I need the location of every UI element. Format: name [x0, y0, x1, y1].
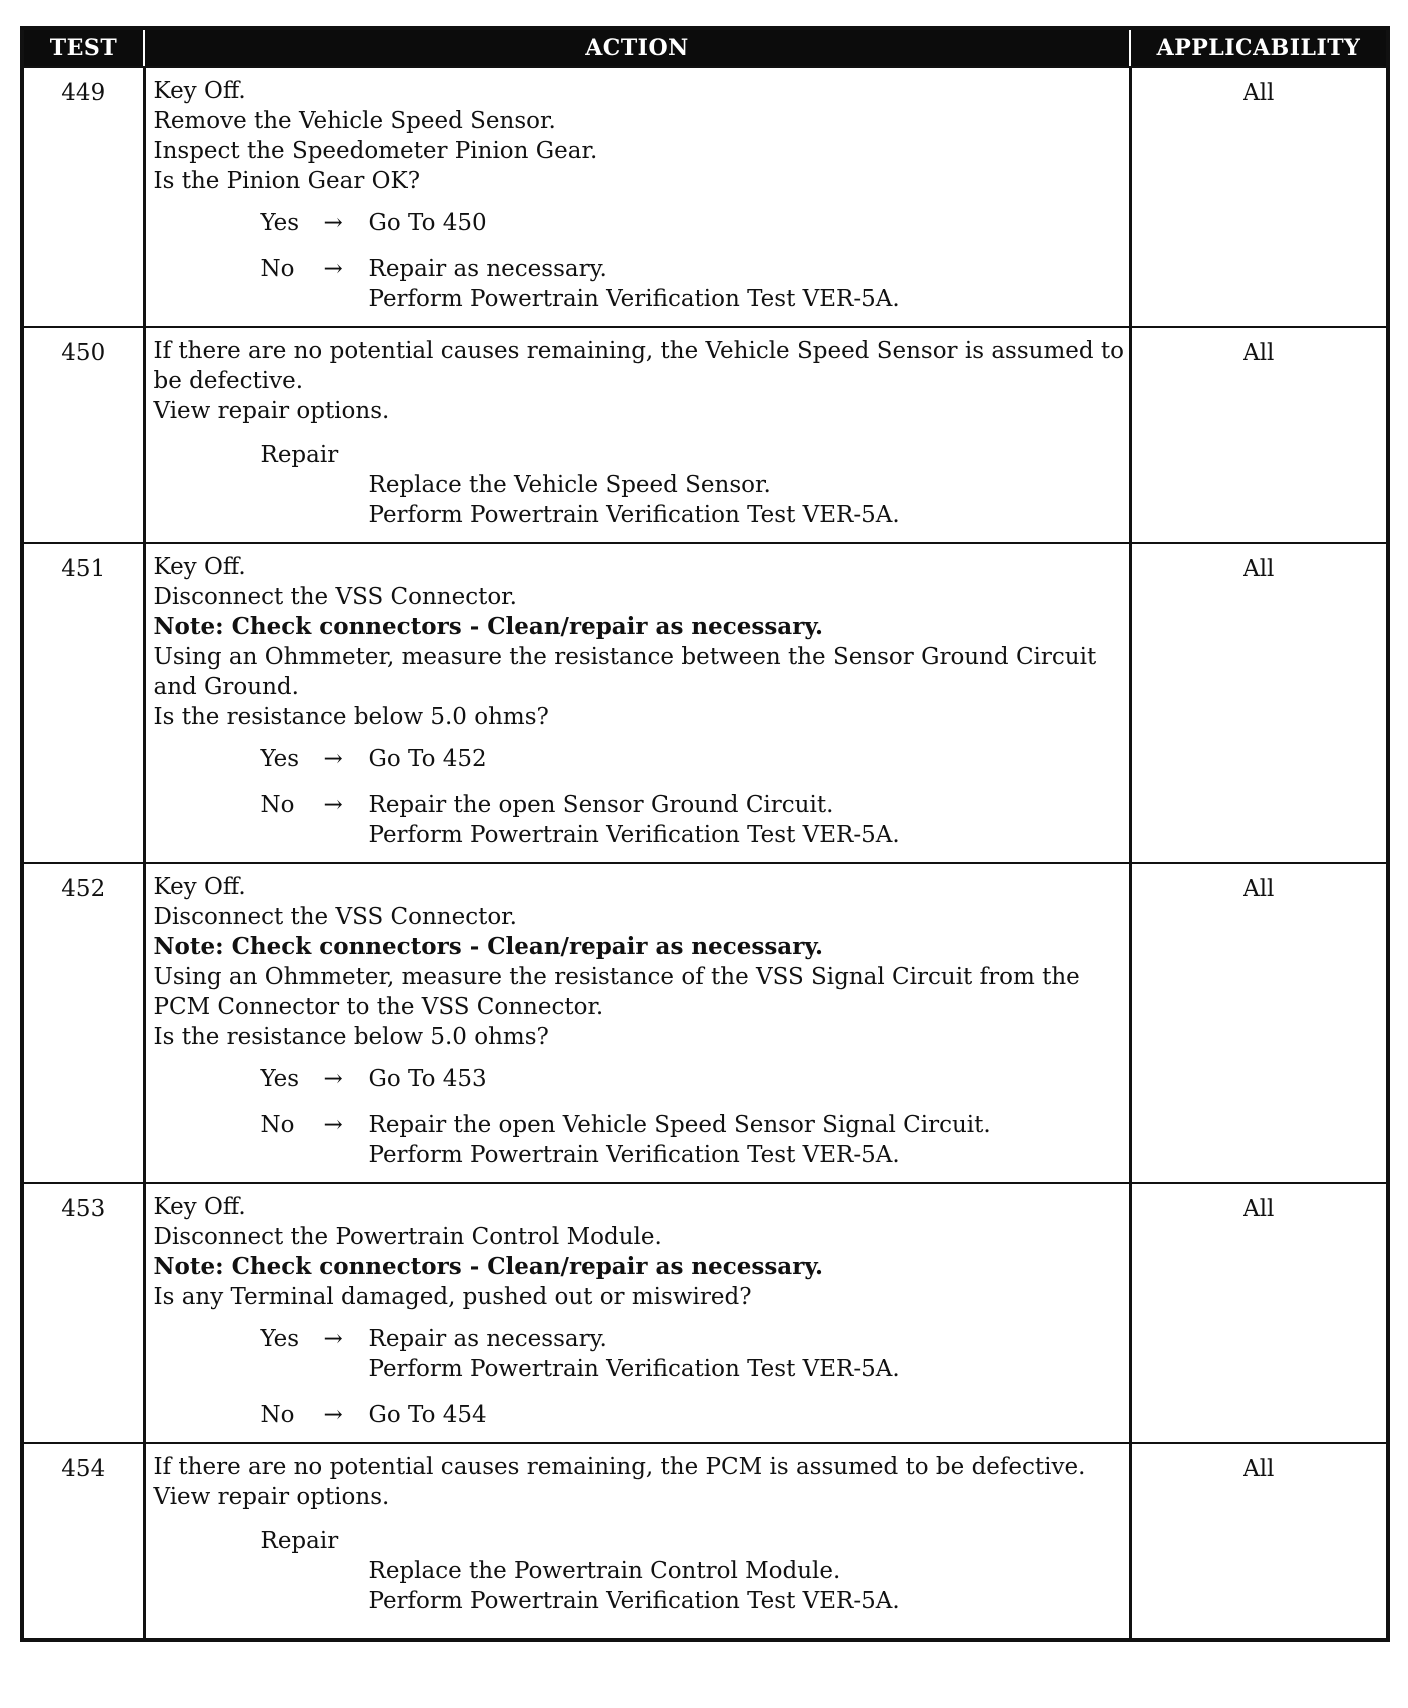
outcome-no — [154, 254, 1125, 314]
table-row — [22, 1183, 1388, 1443]
outcome-list — [154, 744, 1125, 850]
action-step: Key Off. — [153, 1194, 246, 1220]
table-row — [22, 1443, 1388, 1640]
action-cell — [144, 327, 1130, 543]
outcome-no — [154, 1110, 1125, 1170]
action-step: Using an Ohmmeter, measure the resistance of the VSS Signal Circuit from the PCM Connector to the VSS Connector. — [153, 964, 1080, 1020]
outcome-answer: No — [260, 1112, 295, 1138]
outcome-answer: Yes — [260, 210, 300, 236]
repair-step: Perform Powertrain Verification Test VER-5A. — [368, 1588, 900, 1614]
right-arrow-icon: → — [323, 210, 343, 236]
table-row — [22, 543, 1388, 863]
action-step: Key Off. — [153, 554, 246, 580]
outcome-result-line: Perform Powertrain Verification Test VER-5A. — [368, 1142, 900, 1168]
outcome-result-line: Perform Powertrain Verification Test VER-5A. — [368, 1356, 900, 1382]
repair-step: Replace the Vehicle Speed Sensor. — [368, 472, 771, 498]
test-number: 449 — [22, 67, 144, 327]
outcome-result — [369, 790, 1125, 850]
action-step: View repair options. — [153, 1484, 390, 1510]
action-step: View repair options. — [153, 398, 390, 424]
applicability-value: All — [1130, 543, 1388, 863]
outcome-result — [369, 1064, 1125, 1094]
outcome-list — [154, 1324, 1125, 1430]
table-row — [22, 327, 1388, 543]
outcome-no — [154, 1400, 1125, 1430]
outcome-list — [154, 1064, 1125, 1170]
outcome-yes — [154, 1064, 1125, 1094]
action-step: Remove the Vehicle Speed Sensor. — [153, 108, 556, 134]
header-action: ACTION — [144, 28, 1130, 67]
outcome-result-line: Go To 450 — [368, 210, 487, 236]
outcome-answer: No — [260, 256, 295, 282]
action-step: Is the Pinion Gear OK? — [153, 168, 421, 194]
action-cell — [144, 67, 1130, 327]
outcome-result-line: Go To 454 — [368, 1402, 487, 1428]
right-arrow-icon: → — [323, 792, 343, 818]
outcome-result — [369, 208, 1125, 238]
action-cell — [144, 1443, 1130, 1640]
outcome-answer: Yes — [260, 1326, 300, 1352]
action-cell — [144, 543, 1130, 863]
table-row — [22, 863, 1388, 1183]
note-text: Note: Check connectors - Clean/repair as necessary. — [153, 933, 824, 960]
right-arrow-icon: → — [323, 256, 343, 282]
outcome-result — [369, 1110, 1125, 1170]
diagnostic-test-sheet — [20, 26, 1386, 1642]
right-arrow-icon: → — [323, 1326, 343, 1352]
applicability-value: All — [1130, 1443, 1388, 1640]
action-step: Is any Terminal damaged, pushed out or miswired? — [153, 1284, 752, 1310]
action-cell — [144, 1183, 1130, 1443]
outcome-result — [369, 1324, 1125, 1384]
test-number: 454 — [22, 1443, 144, 1640]
action-step: Inspect the Speedometer Pinion Gear. — [153, 138, 598, 164]
outcome-result-line: Repair the open Sensor Ground Circuit. — [368, 792, 834, 818]
action-step: If there are no potential causes remaining, the PCM is assumed to be defective. — [153, 1454, 1086, 1480]
table-row — [22, 67, 1388, 327]
header-test: TEST — [22, 28, 144, 67]
outcome-result-line: Repair as necessary. — [368, 1326, 607, 1352]
action-step: Is the resistance below 5.0 ohms? — [153, 1024, 549, 1050]
outcome-result — [369, 254, 1125, 314]
right-arrow-icon: → — [323, 1112, 343, 1138]
applicability-value: All — [1130, 863, 1388, 1183]
outcome-result-line: Perform Powertrain Verification Test VER-5A. — [368, 822, 900, 848]
repair-label: Repair — [260, 1528, 339, 1554]
note-text: Note: Check connectors - Clean/repair as necessary. — [153, 613, 824, 640]
outcome-answer: No — [260, 1402, 295, 1428]
outcome-yes — [154, 208, 1125, 238]
action-step: Key Off. — [153, 78, 246, 104]
outcome-answer: Yes — [260, 746, 300, 772]
outcome-list — [154, 208, 1125, 314]
note-text: Note: Check connectors - Clean/repair as necessary. — [153, 1253, 824, 1280]
outcome-result — [369, 744, 1125, 774]
outcome-result-line: Go To 453 — [368, 1066, 487, 1092]
applicability-value: All — [1130, 327, 1388, 543]
right-arrow-icon: → — [323, 1402, 343, 1428]
outcome-result — [369, 1400, 1125, 1430]
repair-options — [154, 440, 1125, 530]
action-step: Disconnect the VSS Connector. — [153, 584, 517, 610]
outcome-result-line: Repair the open Vehicle Speed Sensor Signal Circuit. — [368, 1112, 991, 1138]
test-procedure-table — [20, 26, 1390, 1642]
outcome-answer: Yes — [260, 1066, 300, 1092]
applicability-value: All — [1130, 1183, 1388, 1443]
test-number: 452 — [22, 863, 144, 1183]
action-step: Disconnect the Powertrain Control Module. — [153, 1224, 662, 1250]
repair-options — [154, 1526, 1125, 1616]
repair-step: Perform Powertrain Verification Test VER-5A. — [368, 502, 900, 528]
outcome-result-line: Go To 452 — [368, 746, 487, 772]
right-arrow-icon: → — [323, 1066, 343, 1092]
outcome-answer: No — [260, 792, 295, 818]
repair-step: Replace the Powertrain Control Module. — [368, 1558, 841, 1584]
action-step: If there are no potential causes remaining, the Vehicle Speed Sensor is assumed to be defective. — [153, 338, 1124, 394]
repair-label: Repair — [260, 442, 339, 468]
outcome-result-line: Perform Powertrain Verification Test VER-5A. — [368, 286, 900, 312]
action-step: Disconnect the VSS Connector. — [153, 904, 517, 930]
table-body — [22, 67, 1388, 1640]
action-step: Is the resistance below 5.0 ohms? — [153, 704, 549, 730]
outcome-yes — [154, 1324, 1125, 1384]
outcome-yes — [154, 744, 1125, 774]
header-applicability: APPLICABILITY — [1130, 28, 1388, 67]
test-number: 450 — [22, 327, 144, 543]
outcome-no — [154, 790, 1125, 850]
test-number: 453 — [22, 1183, 144, 1443]
test-number: 451 — [22, 543, 144, 863]
right-arrow-icon: → — [323, 746, 343, 772]
action-step: Using an Ohmmeter, measure the resistance between the Sensor Ground Circuit and Ground. — [153, 644, 1097, 700]
action-step: Key Off. — [153, 874, 246, 900]
table-header-row — [22, 28, 1388, 67]
applicability-value: All — [1130, 67, 1388, 327]
outcome-result-line: Repair as necessary. — [368, 256, 607, 282]
action-cell — [144, 863, 1130, 1183]
